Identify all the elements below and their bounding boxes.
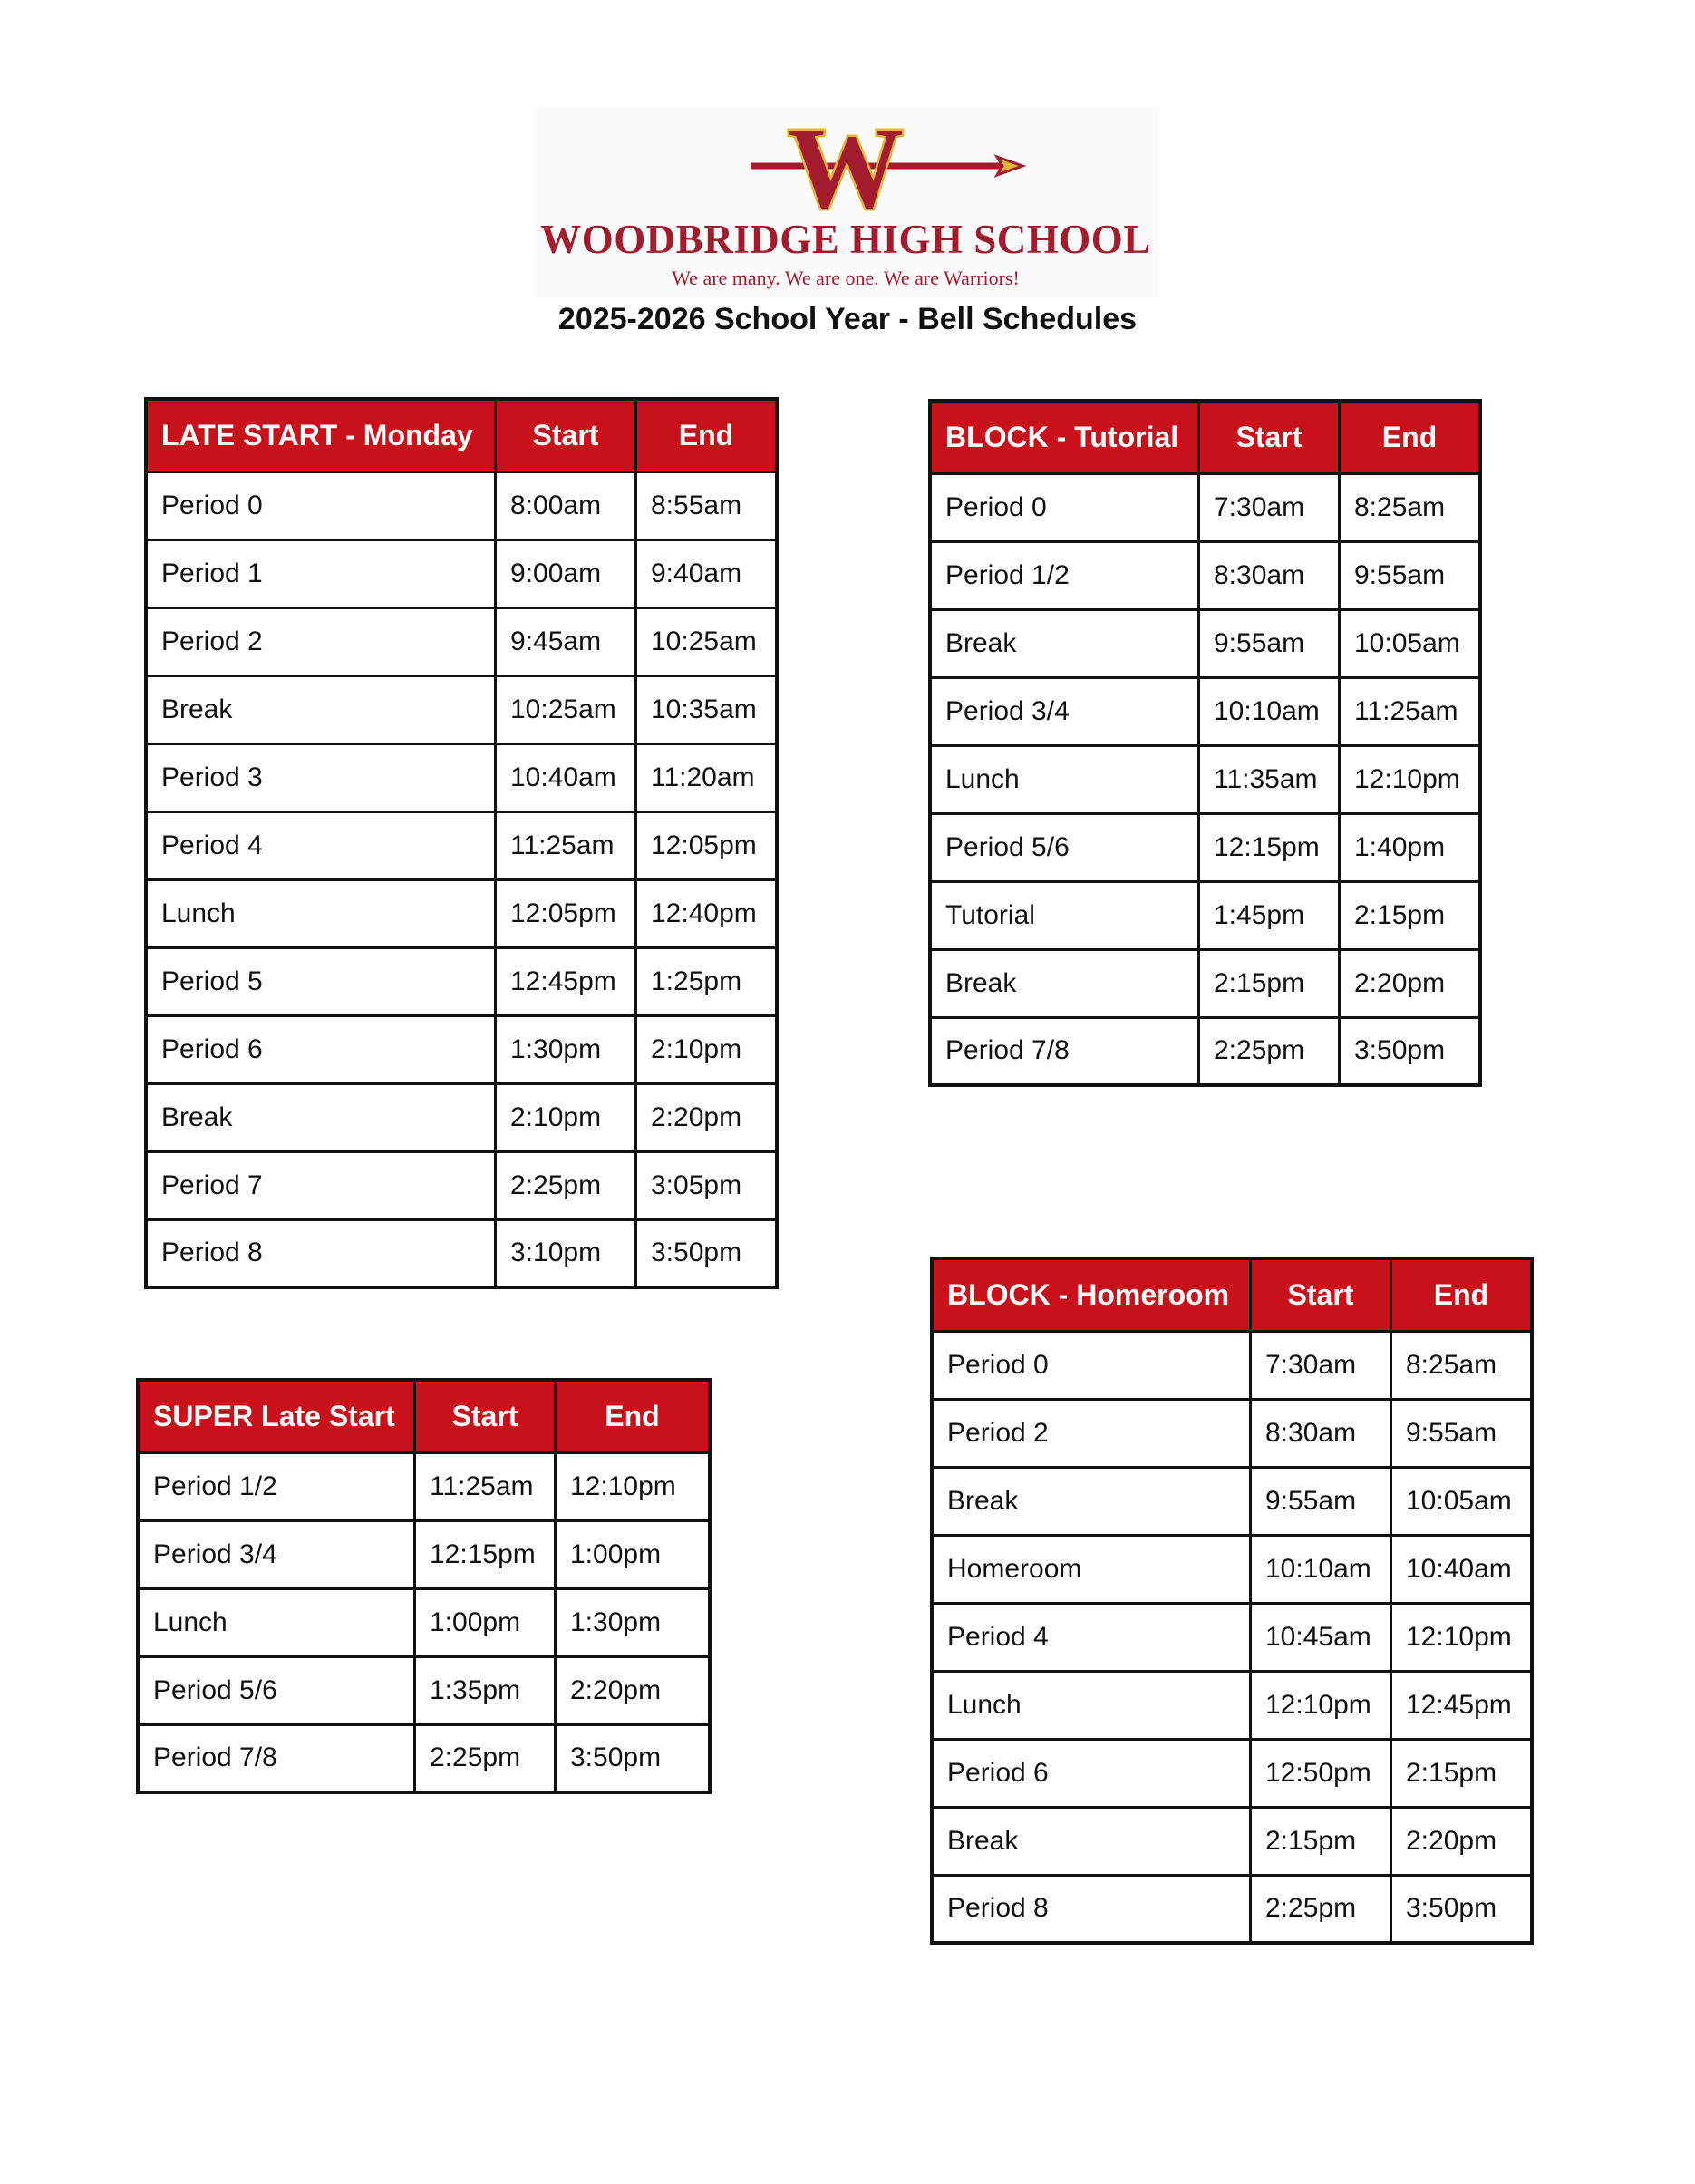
end-time-cell: 2:20pm — [636, 1083, 778, 1151]
schedule-header-row — [138, 1380, 710, 1452]
end-time-cell: 12:10pm — [1340, 745, 1481, 813]
period-name-cell: Period 3/4 — [138, 1520, 415, 1588]
end-time-cell: 2:10pm — [636, 1015, 778, 1083]
start-time-cell: 1:35pm — [415, 1656, 556, 1724]
start-time-cell: 10:10am — [1251, 1535, 1391, 1603]
end-time-cell: 8:55am — [636, 471, 778, 539]
schedule-row — [146, 471, 777, 539]
period-name-cell: Period 6 — [932, 1739, 1251, 1807]
school-motto: We are many. We are one. We are Warriors! — [672, 267, 1020, 289]
late-start-schedule-table — [144, 397, 779, 1289]
end-column-header: End — [1340, 401, 1481, 473]
period-name-cell: Period 2 — [932, 1399, 1251, 1467]
start-column-header: Start — [415, 1380, 556, 1452]
end-time-cell: 3:50pm — [1340, 1017, 1481, 1085]
period-name-cell: Period 2 — [146, 607, 496, 675]
period-name-cell: Lunch — [930, 745, 1199, 813]
start-time-cell: 2:10pm — [496, 1083, 636, 1151]
end-time-cell: 12:10pm — [556, 1452, 711, 1520]
schedule-row — [138, 1588, 710, 1656]
start-time-cell: 9:00am — [496, 539, 636, 607]
schedule-row — [146, 1083, 777, 1151]
period-name-cell: Break — [932, 1467, 1251, 1535]
period-name-cell: Homeroom — [932, 1535, 1251, 1603]
schedule-row — [930, 541, 1480, 609]
end-time-cell: 12:40pm — [636, 879, 778, 947]
schedule-row — [138, 1452, 710, 1520]
period-name-cell: Period 8 — [932, 1875, 1251, 1943]
period-name-cell: Period 4 — [146, 811, 496, 879]
start-time-cell: 12:45pm — [496, 947, 636, 1015]
start-time-cell: 2:25pm — [496, 1151, 636, 1219]
start-time-cell: 1:30pm — [496, 1015, 636, 1083]
period-name-cell: Break — [930, 949, 1199, 1017]
period-name-cell: Period 5 — [146, 947, 496, 1015]
start-time-cell: 10:45am — [1251, 1603, 1391, 1671]
end-time-cell: 12:10pm — [1391, 1603, 1533, 1671]
schedule-row — [930, 1017, 1480, 1085]
schedule-row — [146, 539, 777, 607]
schedule-row — [138, 1724, 710, 1792]
start-time-cell: 7:30am — [1251, 1331, 1391, 1399]
end-time-cell: 1:30pm — [556, 1588, 711, 1656]
start-time-cell: 12:50pm — [1251, 1739, 1391, 1807]
block-homeroom-schedule-table — [930, 1257, 1534, 1945]
end-time-cell: 10:25am — [636, 607, 778, 675]
end-time-cell: 9:40am — [636, 539, 778, 607]
page-title: 2025-2026 School Year - Bell Schedules — [557, 302, 1138, 336]
school-logo — [533, 107, 1158, 297]
period-name-cell: Period 7 — [146, 1151, 496, 1219]
start-time-cell: 2:15pm — [1199, 949, 1340, 1017]
start-time-cell: 3:10pm — [496, 1219, 636, 1287]
schedule-row — [146, 811, 777, 879]
period-name-cell: Break — [932, 1807, 1251, 1875]
period-name-cell: Period 7/8 — [930, 1017, 1199, 1085]
period-name-cell: Break — [146, 675, 496, 743]
end-time-cell: 1:00pm — [556, 1520, 711, 1588]
period-name-cell: Period 6 — [146, 1015, 496, 1083]
end-time-cell: 2:15pm — [1340, 881, 1481, 949]
end-time-cell: 12:05pm — [636, 811, 778, 879]
period-name-cell: Lunch — [146, 879, 496, 947]
start-time-cell: 9:55am — [1199, 609, 1340, 677]
schedule-row — [932, 1739, 1532, 1807]
period-name-cell: Period 7/8 — [138, 1724, 415, 1792]
start-time-cell: 12:15pm — [415, 1520, 556, 1588]
schedule-header-row — [930, 401, 1480, 473]
end-time-cell: 3:50pm — [636, 1219, 778, 1287]
end-time-cell: 3:50pm — [1391, 1875, 1533, 1943]
schedule-row — [932, 1807, 1532, 1875]
period-name-cell: Period 0 — [146, 471, 496, 539]
schedule-row — [932, 1399, 1532, 1467]
block-tutorial-schedule-table — [928, 399, 1482, 1087]
start-time-cell: 2:25pm — [1199, 1017, 1340, 1085]
start-time-cell: 1:00pm — [415, 1588, 556, 1656]
start-time-cell: 10:40am — [496, 743, 636, 811]
start-column-header: Start — [1199, 401, 1340, 473]
schedule-row — [932, 1875, 1532, 1943]
end-time-cell: 1:25pm — [636, 947, 778, 1015]
start-time-cell: 2:25pm — [1251, 1875, 1391, 1943]
end-time-cell: 2:20pm — [556, 1656, 711, 1724]
end-time-cell: 8:25am — [1391, 1331, 1533, 1399]
end-column-header: End — [636, 399, 778, 471]
schedule-row — [930, 813, 1480, 881]
period-name-cell: Break — [146, 1083, 496, 1151]
period-name-cell: Tutorial — [930, 881, 1199, 949]
schedule-row — [146, 1151, 777, 1219]
end-time-cell: 11:20am — [636, 743, 778, 811]
schedule-header-row — [932, 1258, 1532, 1331]
period-name-cell: Period 5/6 — [138, 1656, 415, 1724]
end-time-cell: 10:05am — [1391, 1467, 1533, 1535]
period-name-cell: Period 3/4 — [930, 677, 1199, 745]
schedule-row — [138, 1656, 710, 1724]
schedule-row — [146, 743, 777, 811]
schedule-row — [930, 677, 1480, 745]
end-time-cell: 3:05pm — [636, 1151, 778, 1219]
schedule-row — [932, 1603, 1532, 1671]
end-time-cell: 1:40pm — [1340, 813, 1481, 881]
schedule-row — [930, 609, 1480, 677]
end-time-cell: 10:40am — [1391, 1535, 1533, 1603]
start-time-cell: 9:55am — [1251, 1467, 1391, 1535]
start-time-cell: 8:30am — [1251, 1399, 1391, 1467]
end-time-cell: 11:25am — [1340, 677, 1481, 745]
end-time-cell: 2:15pm — [1391, 1739, 1533, 1807]
start-time-cell: 2:15pm — [1251, 1807, 1391, 1875]
schedule-row — [146, 1015, 777, 1083]
start-time-cell: 1:45pm — [1199, 881, 1340, 949]
start-time-cell: 10:10am — [1199, 677, 1340, 745]
period-name-cell: Lunch — [932, 1671, 1251, 1739]
end-time-cell: 12:45pm — [1391, 1671, 1533, 1739]
schedule-row — [930, 881, 1480, 949]
start-time-cell: 8:00am — [496, 471, 636, 539]
start-time-cell: 2:25pm — [415, 1724, 556, 1792]
schedule-row — [932, 1331, 1532, 1399]
period-name-cell: Period 1/2 — [930, 541, 1199, 609]
period-name-cell: Period 1/2 — [138, 1452, 415, 1520]
end-time-cell: 10:35am — [636, 675, 778, 743]
start-time-cell: 8:30am — [1199, 541, 1340, 609]
start-time-cell: 11:25am — [415, 1452, 556, 1520]
start-time-cell: 11:35am — [1199, 745, 1340, 813]
logo-letter: W — [788, 107, 904, 225]
schedule-row — [146, 1219, 777, 1287]
start-time-cell: 10:25am — [496, 675, 636, 743]
end-time-cell: 9:55am — [1340, 541, 1481, 609]
schedule-row — [146, 675, 777, 743]
schedule-heading: BLOCK - Homeroom — [932, 1258, 1251, 1331]
end-time-cell: 8:25am — [1340, 473, 1481, 541]
start-column-header: Start — [1251, 1258, 1391, 1331]
schedule-row — [932, 1535, 1532, 1603]
period-name-cell: Period 3 — [146, 743, 496, 811]
schedule-heading: SUPER Late Start — [138, 1380, 415, 1452]
start-time-cell: 9:45am — [496, 607, 636, 675]
end-time-cell: 2:20pm — [1340, 949, 1481, 1017]
schedule-row — [932, 1467, 1532, 1535]
schedule-row — [138, 1520, 710, 1588]
end-column-header: End — [1391, 1258, 1533, 1331]
end-column-header: End — [556, 1380, 711, 1452]
start-time-cell: 12:15pm — [1199, 813, 1340, 881]
schedule-row — [930, 949, 1480, 1017]
period-name-cell: Period 0 — [932, 1331, 1251, 1399]
warrior-spear-logo-icon — [533, 107, 1158, 225]
schedule-heading: BLOCK - Tutorial — [930, 401, 1199, 473]
period-name-cell: Lunch — [138, 1588, 415, 1656]
period-name-cell: Period 5/6 — [930, 813, 1199, 881]
start-time-cell: 12:10pm — [1251, 1671, 1391, 1739]
school-name: WOODBRIDGE HIGH SCHOOL — [540, 217, 1151, 262]
end-time-cell: 2:20pm — [1391, 1807, 1533, 1875]
period-name-cell: Period 4 — [932, 1603, 1251, 1671]
end-time-cell: 3:50pm — [556, 1724, 711, 1792]
period-name-cell: Break — [930, 609, 1199, 677]
period-name-cell: Period 8 — [146, 1219, 496, 1287]
period-name-cell: Period 1 — [146, 539, 496, 607]
super-late-start-schedule-table — [136, 1378, 712, 1794]
schedule-heading: LATE START - Monday — [146, 399, 496, 471]
period-name-cell: Period 0 — [930, 473, 1199, 541]
end-time-cell: 9:55am — [1391, 1399, 1533, 1467]
schedule-row — [932, 1671, 1532, 1739]
schedule-row — [146, 879, 777, 947]
start-time-cell: 12:05pm — [496, 879, 636, 947]
schedule-row — [146, 607, 777, 675]
schedule-row — [930, 473, 1480, 541]
end-time-cell: 10:05am — [1340, 609, 1481, 677]
start-time-cell: 7:30am — [1199, 473, 1340, 541]
start-time-cell: 11:25am — [496, 811, 636, 879]
schedule-header-row — [146, 399, 777, 471]
schedule-row — [146, 947, 777, 1015]
start-column-header: Start — [496, 399, 636, 471]
schedule-row — [930, 745, 1480, 813]
